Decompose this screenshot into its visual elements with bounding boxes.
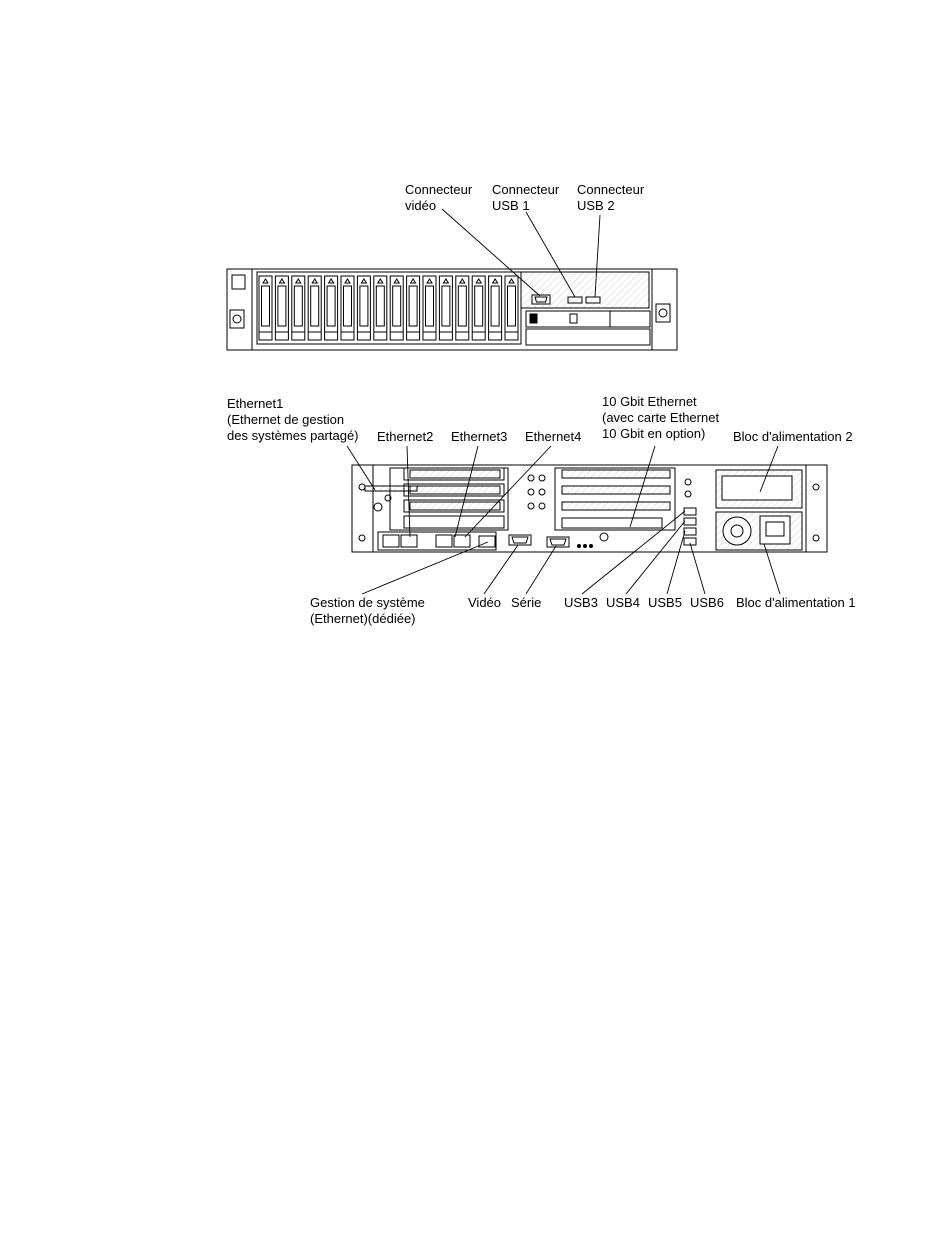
- drive-bay: [407, 276, 420, 340]
- front-operator-panel: [526, 311, 650, 327]
- label-ethernet-10g: [602, 394, 719, 442]
- label-line: Ethernet1: [227, 396, 284, 411]
- front-media-bay: [526, 329, 650, 345]
- drive-bay: [374, 276, 387, 340]
- drive-bay: [489, 276, 502, 340]
- label-line: des systèmes partagé): [227, 428, 359, 443]
- psu-1-fan: [723, 517, 751, 545]
- drive-bay: [341, 276, 354, 340]
- drive-bay: [325, 276, 338, 340]
- front-panel-hatch: [521, 272, 649, 308]
- drive-bay: [308, 276, 321, 340]
- label-psu2: Bloc d'alimentation 2: [733, 429, 853, 444]
- rear-usb-stack: [684, 508, 696, 545]
- label-line: Gestion de système: [310, 595, 425, 610]
- drive-bay: [472, 276, 485, 340]
- drive-bay: [439, 276, 452, 340]
- label-usb6: USB6: [690, 595, 724, 610]
- front-left-square: [232, 275, 245, 289]
- label-ethernet2: Ethernet2: [377, 429, 434, 444]
- label-front-usb2-connector: [577, 182, 644, 214]
- label-system-management: [310, 595, 425, 627]
- rear-video-connector: [509, 535, 531, 545]
- drive-bay: [390, 276, 403, 340]
- label-psu1: Bloc d'alimentation 1: [736, 595, 856, 610]
- drive-bay: [259, 276, 272, 340]
- label-line: USB 1: [492, 198, 530, 213]
- ethernet-ports: [383, 535, 495, 547]
- label-line: (avec carte Ethernet: [602, 410, 720, 425]
- label-ethernet1: [227, 396, 359, 444]
- label-usb5: USB5: [648, 595, 682, 610]
- drive-bays: [259, 276, 518, 340]
- front-view: [227, 269, 677, 350]
- label-serial: Série: [511, 595, 542, 610]
- drive-bay: [275, 276, 288, 340]
- label-usb4: USB4: [606, 595, 640, 610]
- drive-bay: [423, 276, 436, 340]
- label-front-usb1-connector: [492, 182, 559, 214]
- label-line: Connecteur: [405, 182, 473, 197]
- drive-bay: [456, 276, 469, 340]
- ethernet-10g-card: [562, 518, 662, 528]
- center-leds: [528, 475, 545, 509]
- front-left-handle: [230, 310, 244, 328]
- label-line: (Ethernet de gestion: [227, 412, 345, 427]
- label-line: USB 2: [577, 198, 615, 213]
- rear-serial-connector: [547, 537, 569, 547]
- label-line: (Ethernet)(dédiée): [310, 611, 416, 626]
- rear-view: [352, 465, 827, 552]
- label-rear-video: Vidéo: [468, 595, 502, 610]
- drive-bay: [505, 276, 518, 340]
- label-line: Connecteur: [492, 182, 560, 197]
- label-usb3: USB3: [564, 595, 598, 610]
- label-ethernet4: Ethernet4: [525, 429, 582, 444]
- drive-bay: [357, 276, 370, 340]
- label-line: Connecteur: [577, 182, 645, 197]
- label-front-video-connector: [405, 182, 472, 214]
- front-right-handle: [656, 304, 670, 322]
- label-line: 10 Gbit en option): [602, 426, 706, 441]
- label-line: vidéo: [405, 198, 437, 213]
- label-line: 10 Gbit Ethernet: [602, 394, 697, 409]
- drive-bay: [292, 276, 305, 340]
- label-ethernet3: Ethernet3: [451, 429, 508, 444]
